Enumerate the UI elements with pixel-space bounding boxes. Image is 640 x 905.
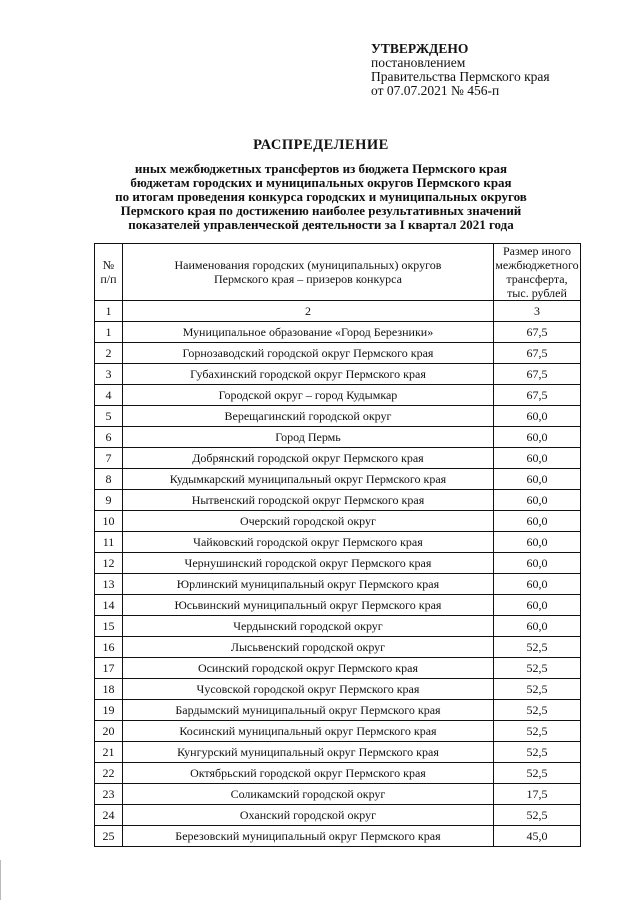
transfer-amount: 45,0 [493, 826, 580, 847]
row-number: 13 [95, 574, 123, 595]
transfer-amount: 60,0 [493, 406, 580, 427]
table-row [95, 574, 581, 595]
document-heading [76, 137, 566, 232]
table-row [95, 721, 581, 742]
transfer-amount: 60,0 [493, 427, 580, 448]
header-district-name: Наименования городских (муниципальных) округов Пермского края – призеров конкурса [122, 244, 493, 301]
subtitle-line: бюджетам городских и муниципальных округов Пермского края [130, 175, 512, 190]
row-number: 9 [95, 490, 123, 511]
table-row [95, 616, 581, 637]
row-number: 10 [95, 511, 123, 532]
table-header-row [95, 244, 581, 301]
row-number: 14 [95, 595, 123, 616]
approval-block [371, 42, 550, 98]
table-row [95, 784, 581, 805]
row-number: 15 [95, 616, 123, 637]
subtitle-line: по итогам проведения конкурса городских и муниципальных округов [115, 189, 527, 204]
table-row [95, 385, 581, 406]
transfer-amount: 52,5 [493, 658, 580, 679]
district-name: Косинский муниципальный округ Пермского края [122, 721, 493, 742]
row-number: 4 [95, 385, 123, 406]
district-name: Верещагинский городской округ [122, 406, 493, 427]
table-row [95, 490, 581, 511]
row-number: 5 [95, 406, 123, 427]
row-number: 7 [95, 448, 123, 469]
table-row [95, 679, 581, 700]
transfer-amount: 52,5 [493, 805, 580, 826]
table-row [95, 805, 581, 826]
transfer-amount: 67,5 [493, 343, 580, 364]
district-name: Осинский городской округ Пермского края [122, 658, 493, 679]
transfer-amount: 52,5 [493, 679, 580, 700]
transfer-amount: 52,5 [493, 721, 580, 742]
row-number: 25 [95, 826, 123, 847]
distribution-table [94, 243, 581, 847]
district-name: Юрлинский муниципальный округ Пермского края [122, 574, 493, 595]
table-row [95, 322, 581, 343]
row-number: 12 [95, 553, 123, 574]
table-row [95, 553, 581, 574]
transfer-amount: 17,5 [493, 784, 580, 805]
row-number: 1 [95, 322, 123, 343]
table-row [95, 658, 581, 679]
row-number: 23 [95, 784, 123, 805]
transfer-amount: 67,5 [493, 364, 580, 385]
column-index: 1 [95, 301, 123, 322]
subtitle-line: Пермского края по достижению наиболее результативных значений [120, 203, 522, 218]
district-name: Кудымкарский муниципальный округ Пермского края [122, 469, 493, 490]
transfer-amount: 60,0 [493, 595, 580, 616]
district-name: Нытвенский городской округ Пермского края [122, 490, 493, 511]
table-row [95, 406, 581, 427]
column-index: 3 [493, 301, 580, 322]
row-number: 11 [95, 532, 123, 553]
table-row [95, 742, 581, 763]
table-row [95, 637, 581, 658]
district-name: Горнозаводский городской округ Пермского края [122, 343, 493, 364]
row-number: 2 [95, 343, 123, 364]
table-row [95, 826, 581, 847]
district-name: Лысьвенский городской округ [122, 637, 493, 658]
district-name: Городской округ – город Кудымкар [122, 385, 493, 406]
district-name: Чернушинский городской округ Пермского края [122, 553, 493, 574]
subtitle-line: иных межбюджетных трансфертов из бюджета Пермского края [134, 161, 508, 176]
table-row [95, 364, 581, 385]
district-name: Юсьвинский муниципальный округ Пермского края [122, 595, 493, 616]
table-row [95, 469, 581, 490]
transfer-amount: 60,0 [493, 469, 580, 490]
transfer-amount: 52,5 [493, 637, 580, 658]
subtitle-line: показателей управленческой деятельности за I квартал 2021 года [128, 217, 514, 232]
transfer-amount: 67,5 [493, 322, 580, 343]
district-name: Губахинский городской округ Пермского края [122, 364, 493, 385]
row-number: 17 [95, 658, 123, 679]
transfer-amount: 60,0 [493, 490, 580, 511]
table-row [95, 448, 581, 469]
district-name: Добрянский городской округ Пермского края [122, 448, 493, 469]
approval-line: Правительства Пермского края [371, 69, 550, 84]
approval-date: от 07.07.2021 № 456-п [371, 83, 500, 98]
table-row [95, 763, 581, 784]
transfer-amount: 60,0 [493, 616, 580, 637]
transfer-amount: 52,5 [493, 763, 580, 784]
transfer-amount: 60,0 [493, 448, 580, 469]
transfer-amount: 52,5 [493, 742, 580, 763]
transfer-amount: 52,5 [493, 700, 580, 721]
district-name: Очерский городской округ [122, 511, 493, 532]
district-name: Бардымский муниципальный округ Пермского края [122, 700, 493, 721]
table-row [95, 427, 581, 448]
transfer-amount: 60,0 [493, 553, 580, 574]
row-number: 6 [95, 427, 123, 448]
header-transfer-amount: Размер иного межбюджетного трансферта, тыс. рублей [495, 244, 579, 300]
row-number: 21 [95, 742, 123, 763]
district-name: Кунгурский муниципальный округ Пермского края [122, 742, 493, 763]
row-number: 16 [95, 637, 123, 658]
district-name: Чайковский городской округ Пермского края [122, 532, 493, 553]
row-number: 8 [95, 469, 123, 490]
row-number: 19 [95, 700, 123, 721]
row-number: 18 [95, 679, 123, 700]
district-name: Соликамский городской округ [122, 784, 493, 805]
transfer-amount: 60,0 [493, 532, 580, 553]
approval-line: постановлением [371, 55, 466, 70]
table-row [95, 343, 581, 364]
row-number: 22 [95, 763, 123, 784]
table-row [95, 700, 581, 721]
document-title: РАСПРЕДЕЛЕНИЕ [253, 137, 389, 153]
district-name: Оханский городской округ [122, 805, 493, 826]
transfer-amount: 67,5 [493, 385, 580, 406]
row-number: 3 [95, 364, 123, 385]
district-name: Муниципальное образование «Город Березники» [122, 322, 493, 343]
scan-edge-mark [0, 860, 1, 900]
district-name: Чусовской городской округ Пермского края [122, 679, 493, 700]
table-row [95, 595, 581, 616]
column-index: 2 [122, 301, 493, 322]
table-row [95, 511, 581, 532]
district-name: Чердынский городской округ [122, 616, 493, 637]
transfer-amount: 60,0 [493, 511, 580, 532]
header-number: № п/п [95, 244, 123, 301]
district-name: Город Пермь [122, 427, 493, 448]
row-number: 20 [95, 721, 123, 742]
document-subtitle [76, 162, 566, 232]
transfer-amount: 60,0 [493, 574, 580, 595]
district-name: Октябрьский городской округ Пермского края [122, 763, 493, 784]
table-row [95, 532, 581, 553]
approval-label: УТВЕРЖДЕНО [371, 41, 469, 56]
column-index-row [95, 301, 581, 322]
row-number: 24 [95, 805, 123, 826]
district-name: Березовский муниципальный округ Пермского края [122, 826, 493, 847]
